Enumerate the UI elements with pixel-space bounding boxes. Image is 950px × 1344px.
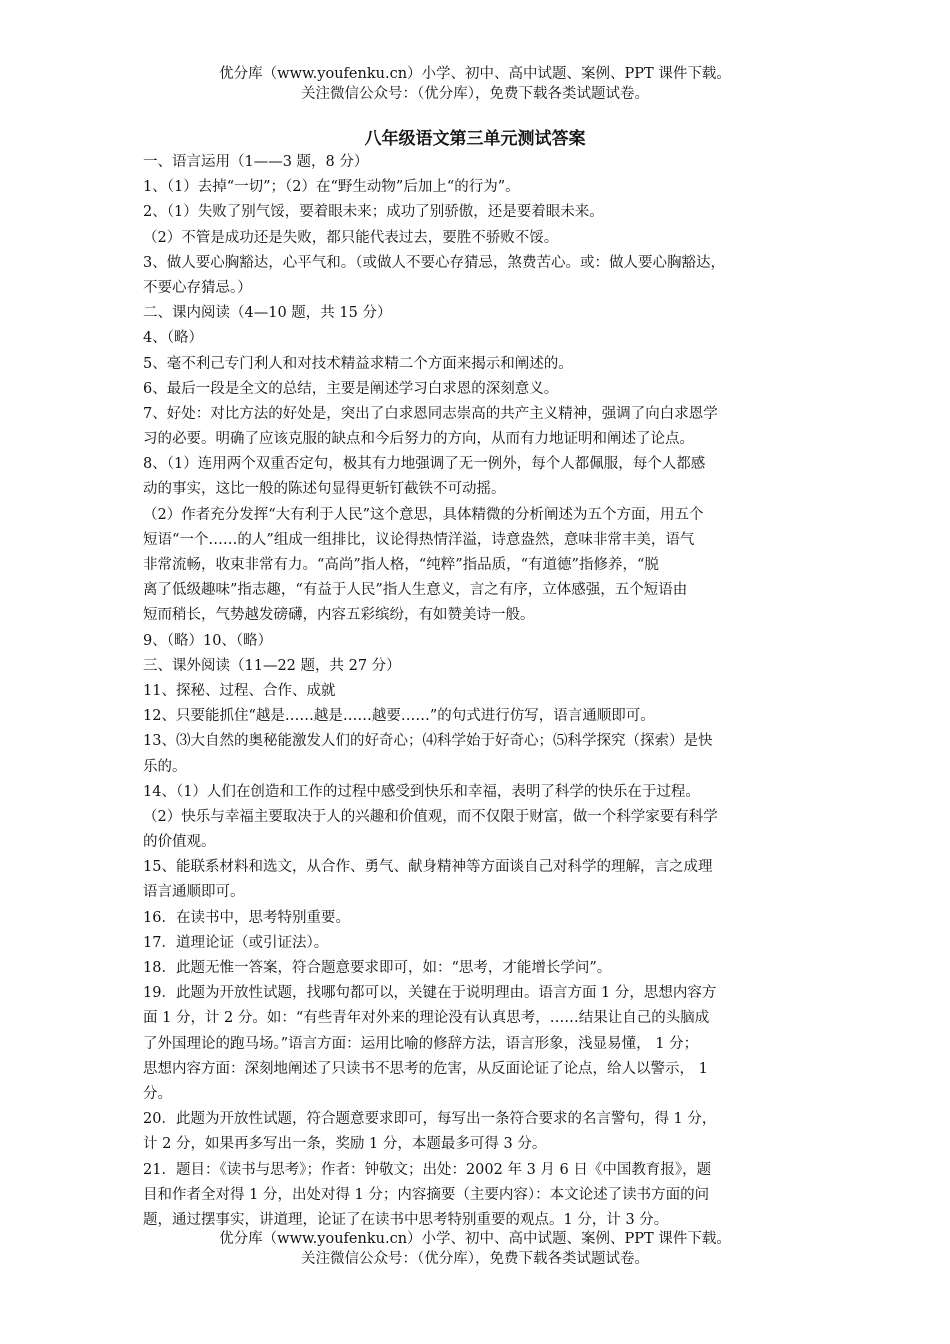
answer-line: 12、只要能抓住“越是……越是……越要……”的句式进行仿写，语言通顺即可。: [143, 708, 655, 725]
answer-line: 17．道理论证（或引证法）。: [143, 934, 329, 951]
answer-line: 计 2 分，如果再多写出一条，奖励 1 分，本题最多可得 3 分。: [143, 1136, 547, 1153]
header-line-2: 关注微信公众号：（优分库），免费下载各类试题试卷。: [301, 86, 649, 102]
site-footer: [0, 1229, 950, 1269]
answer-line: 题，通过摆事实，讲道理，论证了在读书中思考特别重要的观点。1 分，计 3 分。: [143, 1211, 669, 1228]
answer-line: 15、能联系材料和选文，从合作、勇气、献身精神等方面谈自己对科学的理解，言之成理: [143, 859, 713, 876]
answer-line: 1、（1）去掉“一切”；（2）在“野生动物”后加上“的行为”。: [143, 179, 520, 196]
answer-line: 面 1 分，计 2 分。如：“有些青年对外来的理论没有认真思考，……结果让自己的头脑成: [143, 1010, 710, 1027]
answer-line: 21．题目：《读书与思考》；作者：钟敬文；出处：2002 年 3 月 6 日《中国教育报》，题: [143, 1161, 712, 1178]
answer-line: 18．此题无惟一答案，符合题意要求即可，如：“思考，才能增长学问”。: [143, 960, 612, 976]
answer-line: 19．此题为开放性试题，找哪句都可以，关键在于说明理由。语言方面 1 分，思想内容方: [143, 985, 717, 1002]
answer-line: 16．在读书中，思考特别重要。: [143, 909, 350, 926]
header-line-1: 优分库（www.youfenku.cn）小学、初中、高中试题、案例、PPT 课件下载。: [219, 66, 731, 82]
answer-line: 语言通顺即可。: [143, 884, 245, 901]
answer-line: 11、探秘、过程、合作、成就: [143, 682, 336, 699]
answer-line: 13、⑶大自然的奥秘能激发人们的好奇心；⑷科学始于好奇心；⑸科学探究（探索）是快: [143, 733, 713, 750]
answer-line: 20．此题为开放性试题，符合题意要求即可，每写出一条符合要求的名言警句，得 1 分，: [143, 1111, 717, 1128]
answer-line: 一、语言运用（1——3 题，8 分）: [143, 154, 369, 170]
answer-line: 2、（1）失败了别气馁，要着眼未来；成功了别骄傲，还是要着眼未来。: [143, 204, 604, 221]
site-header: [0, 64, 950, 104]
answer-line: 9、（略）10、（略）: [143, 632, 273, 649]
answer-line: （2）不管是成功还是失败，都只能代表过去，要胜不骄败不馁。: [143, 229, 559, 246]
answer-line: （2）快乐与幸福主要取决于人的兴趣和价值观，而不仅限于财富，做一个科学家要有科学: [143, 808, 718, 825]
footer-line-2: 关注微信公众号：（优分库），免费下载各类试题试卷。: [301, 1251, 649, 1267]
answer-line: 乐的。: [143, 758, 187, 775]
answer-line: 三、课外阅读（11—22 题，共 27 分）: [143, 657, 401, 674]
answer-line: 目和作者全对得 1 分，出处对得 1 分；内容摘要（主要内容）：本文论述了读书方面的问: [143, 1186, 710, 1203]
answer-line: 习的必要。明确了应该克服的缺点和今后努力的方向，从而有力地证明和阐述了论点。: [143, 431, 694, 448]
answer-line: （2）作者充分发挥“大有利于人民”这个意思，具体精微的分析阐述为五个方面，用五个: [143, 506, 704, 523]
answer-line: 了外国理论的跑马场。”语言方面：运用比喻的修辞方法，语言形象，浅显易懂， 1 分；: [143, 1035, 699, 1052]
answer-line: 思想内容方面：深刻地阐述了只读书不思考的危害，从反面论证了论点，给人以警示， 1: [143, 1060, 708, 1077]
answer-line: 4、（略）: [143, 330, 203, 347]
answer-line: 6、最后一段是全文的总结，主要是阐述学习白求恩的深刻意义。: [143, 380, 559, 397]
answer-line: 动的事实，这比一般的陈述句显得更斩钉截铁不可动摇。: [143, 481, 506, 498]
answer-line: 离了低级趣味”指志趣，“有益于人民”指人生意义，言之有序，立体感强，五个短语由: [143, 582, 688, 599]
document-title: 八年级语文第三单元测试答案: [364, 129, 586, 149]
answer-line: 的价值观。: [143, 834, 216, 851]
answer-line: 二、课内阅读（4—10 题，共 15 分）: [143, 305, 392, 322]
answer-body: [143, 150, 819, 1233]
answer-line: 短而稍长，气势越发磅礴，内容五彩缤纷，有如赞美诗一般。: [143, 607, 535, 624]
footer-line-1: 优分库（www.youfenku.cn）小学、初中、高中试题、案例、PPT 课件下载。: [219, 1231, 731, 1247]
answer-line: 8、（1）连用两个双重否定句，极其有力地强调了无一例外，每个人都佩服，每个人都感: [143, 456, 706, 473]
answer-line: 分。: [143, 1085, 172, 1102]
answer-line: 5、毫不利己专门利人和对技术精益求精二个方面来揭示和阐述的。: [143, 355, 573, 372]
answer-line: 不要心存猜忌。）: [143, 279, 252, 296]
answer-line: 3、做人要心胸豁达，心平气和。（或做人不要心存猜忌，煞费苦心。或：做人要心胸豁达，: [143, 254, 725, 271]
answer-line: 短语“一个……的人”组成一组排比，议论得热情洋溢，诗意盎然，意味非常丰美，语气: [143, 531, 695, 548]
answer-line: 14、（1）人们在创造和工作的过程中感受到快乐和幸福，表明了科学的快乐在于过程。: [143, 783, 700, 800]
answer-line: 非常流畅，收束非常有力。“高尚”指人格，“纯粹”指品质，“有道德”指修养，“脱: [143, 557, 659, 573]
answer-line: 7、好处：对比方法的好处是，突出了白求恩同志崇高的共产主义精神，强调了向白求恩学: [143, 405, 718, 422]
